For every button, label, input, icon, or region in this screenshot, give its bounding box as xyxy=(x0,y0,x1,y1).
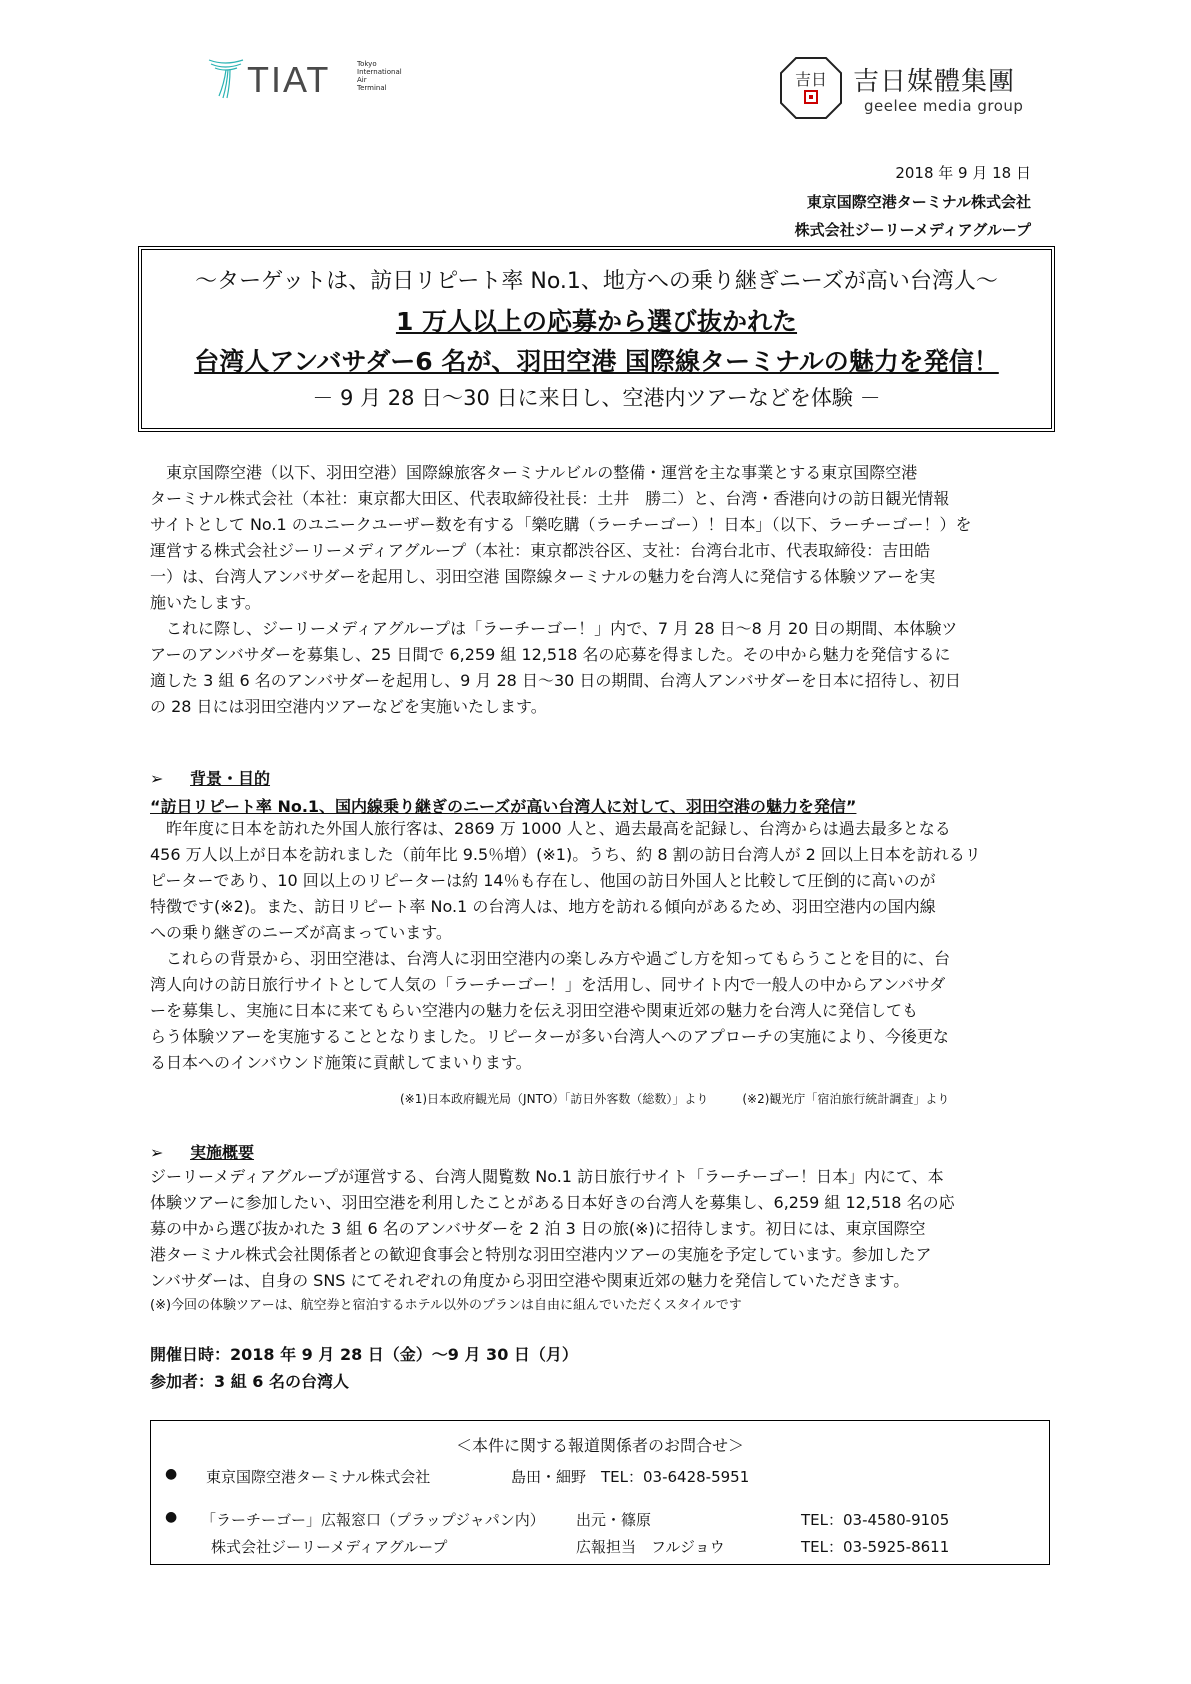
contact-title: ＜本件に関する報道関係者のお問合せ＞ xyxy=(455,1436,744,1455)
geelee-name: 吉日媒體集團 xyxy=(853,67,1016,97)
title-line-3: 台湾人アンバサダー6 名が、羽田空港 国際線ターミナルの魅力を発信！ xyxy=(194,347,999,376)
overview-note: (※)今回の体験ツアーは、航空券と宿泊するホテル以外のプランは自由に組んでいただくスタイルです xyxy=(150,1298,742,1313)
background-paragraph: 昨年度に日本を訪れた外国人旅行客は、2869 万 1000 人と、過去最高を記録し、台湾からは過去最多となる 456 万人以上が日本を訪れました（前年比 9.5％増）(※1)。うち、約 8 割の訪日台湾人が 2 回以上日本を訪れるリ ピーターであり、10 回以上のリピーターは約 14％も存在し、他国の訪日外国人と比較して圧倒的に高いのが 特徴です(※2)。また、訪日リピート率 No.1 の台湾人は、地方を訪れる傾向があるため、羽田空港内の国内線 への乗り継ぎのニーズが高まっています。 xyxy=(150,819,981,942)
event-participants: 参加者：3 組 6 名の台湾人 xyxy=(150,1372,349,1391)
geelee-seal-icon xyxy=(778,55,844,121)
tiat-subtext: Tokyo International Air Terminal xyxy=(357,60,402,92)
background-heading: ➢ 背景・目的 xyxy=(150,769,271,788)
title-line-1: ～ターゲットは、訪日リピート率 No.1、地方への乗り継ぎニーズが高い台湾人～ xyxy=(195,269,998,294)
geelee-logo xyxy=(778,55,1038,127)
contact-box: ＜本件に関する報道関係者のお問合せ＞ ● 東京国際空港ターミナル株式会社 島田・細野 TEL：03-6428-5951 ● 「ラーチーゴー」広報窓口（プラップジャパン内） 出元・篠原 TEL：03-4580-9105 株式会社ジーリーメディアグループ 広報担当 フルジョウ TEL：03-5925-8611 xyxy=(150,1420,1050,1565)
overview-paragraph: ジーリーメディアグループが運営する、台湾人閲覧数 No.1 訪日旅行サイト「ラーチーゴー！日本」内にて、本 体験ツアーに参加したい、羽田空港を利用したことがある日本好きの台湾人を募集し、6,259 組 12,518 名の応 募の中から選び抜かれた 3 組 6 名のアンバサダーを 2 泊 3 日の旅(※)に招待します。初日には、東京国際空 港ターミナル株式会社関係者との歓迎食事会と特別な羽田空港内ツアーの実施を予定しています。参加したア ンバサダーは、自身の SNS にてそれぞれの角度から羽田空港や関東近郊の魅力を発信していただきます。 xyxy=(150,1167,955,1290)
arrow-bullet-icon: ➢ xyxy=(150,769,164,788)
tiat-logo xyxy=(205,52,402,112)
intro-paragraph-2: これに際し、ジーリーメディアグループは「ラーチーゴー！」内で、7 月 28 日～8 月 20 日の期間、本体験ツ アーのアンバサダーを募集し、25 日間で 6,259 組 12,518 名の応募を得ました。その中から魅力を発信するに 適した 3 組 6 名のアンバサダーを起用し、9 月 28 日～30 日の期間、台湾人アンバサダーを日本に招待し、初日 の 28 日には羽田空港内ツアーなどを実施いたします。 xyxy=(150,619,961,716)
svg-text:吉日: 吉日 xyxy=(794,70,828,89)
event-date: 開催日時：2018 年 9 月 28 日（金）～9 月 30 日（月） xyxy=(150,1345,578,1364)
bullet-icon: ● xyxy=(165,1466,178,1482)
issuer-org-2: 株式会社ジーリーメディアグループ xyxy=(794,221,1031,239)
geelee-name-en: geelee media group xyxy=(864,97,1024,115)
background-paragraph-2: これらの背景から、羽田空港は、台湾人に羽田空港内の楽しみ方や過ごし方を知ってもらうことを目的に、台 湾人向けの訪日旅行サイトとして人気の「ラーチーゴー！」を活用し、同サイト内で一般人の中からアンバサダ ーを募集し、実施に日本に来てもらい空港内の魅力を伝え羽田空港や関東近郊の魅力を台湾人に発信しても らう体験ツアーを実施することとなりました。リピーターが多い台湾人へのアプローチの実施により、今後更な る日本へのインバウンド施策に貢献してまいります。 xyxy=(150,949,951,1072)
overview-heading: ➢ 実施概要 xyxy=(150,1143,255,1162)
source-note-2: (※2)観光庁「宿泊旅行統計調査」より xyxy=(742,1092,950,1106)
source-note-1: (※1)日本政府観光局（JNTO）「訪日外客数（総数）」より xyxy=(400,1092,709,1106)
arrow-bullet-icon: ➢ xyxy=(150,1143,164,1162)
title-line-4: － 9 月 28 日～30 日に来日し、空港内ツアーなどを体験 － xyxy=(312,386,881,410)
source-notes xyxy=(400,1090,1050,1107)
title-line-2: 1 万人以上の応募から選び抜かれた xyxy=(395,307,798,336)
intro-paragraph: 東京国際空港（以下、羽田空港）国際線旅客ターミナルビルの整備・運営を主な事業とする東京国際空港 ターミナル株式会社（本社：東京都大田区、代表取締役社長：土井 勝二）と、台湾・香港向けの訪日観光情報 サイトとして No.1 のユニークユーザー数を有する「樂吃購（ラーチーゴー）！日本」（以下、ラーチーゴー！）を 運営する株式会社ジーリーメディアグループ（本社：東京都渋谷区、支社：台湾台北市、代表取締役：吉田皓 一）は、台湾人アンバサダーを起用し、羽田空港 国際線ターミナルの魅力を台湾人に発信する体験ツアーを実 施いたします。 xyxy=(150,463,972,612)
background-subtitle: “訪日リピート率 No.1、国内線乗り継ぎのニーズが高い台湾人に対して、羽田空港の魅力を発信” xyxy=(150,797,857,816)
svg-text:TIAT: TIAT xyxy=(247,59,331,100)
title-box xyxy=(138,246,1055,432)
release-date: 2018 年 9 月 18 日 xyxy=(895,164,1031,182)
tiat-mark-icon xyxy=(205,52,355,108)
bullet-icon: ● xyxy=(165,1509,178,1525)
issuer-org-1: 東京国際空港ターミナル株式会社 xyxy=(806,193,1031,211)
